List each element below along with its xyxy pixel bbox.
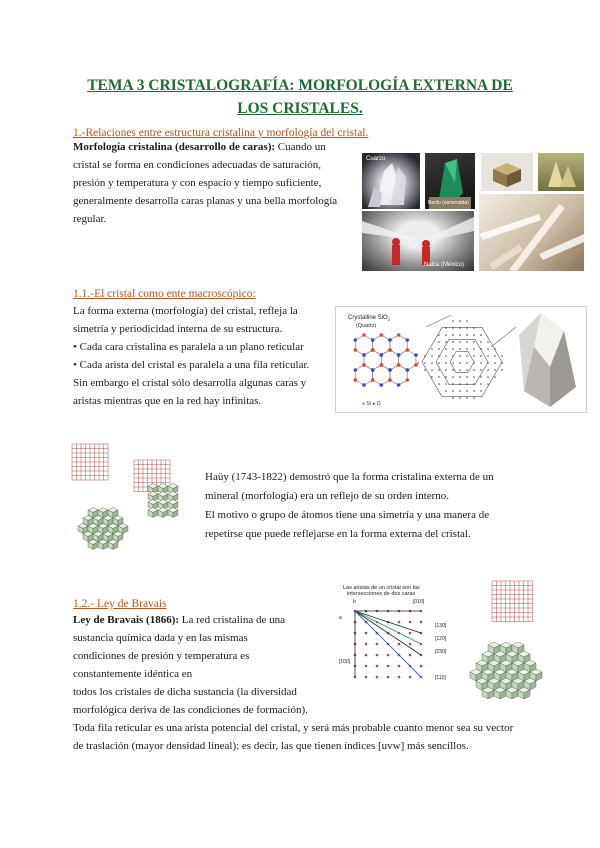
naica-label: Naica (México) <box>424 262 465 268</box>
page-title: TEMA 3 CRISTALOGRAFÍA: MORFOLOGÍA EXTERNA DE LOS CRISTALES. <box>87 77 513 117</box>
quartz-prism-image <box>519 313 576 407</box>
silica-ring-network <box>354 333 418 387</box>
calcite-photo <box>538 153 584 191</box>
svg-text:[110]: [110] <box>435 675 446 681</box>
stacked-cubes-diagram <box>462 575 587 710</box>
section-1-2-conclusion: Toda fila reticular es una arista potencial del cristal, y será más probable cuanto menor sea su vector de traslación (mayor densidad lineal): es decir, las que tienen índices [uvw] más sencillos. <box>73 722 514 752</box>
quartz-label: Cuarzo <box>366 156 386 162</box>
sio2-lattice-diagram <box>336 307 586 412</box>
reticular-lattice-hexagon <box>417 320 503 399</box>
naica-cave-photo <box>362 211 474 271</box>
quartz-photo <box>362 153 420 209</box>
quartz-structure-figure <box>335 306 587 413</box>
svg-text:Las aristas de un cristal son: Las aristas de un cristal son las <box>343 585 420 591</box>
crystal-cluster-image <box>479 194 584 271</box>
bravais-lead: Ley de Bravais (1866): <box>73 614 180 626</box>
cube-stacks <box>470 581 542 699</box>
hauy-cubes-figure <box>68 430 203 565</box>
svg-text:a: a <box>339 615 342 621</box>
section-1-2-text: Ley de Bravais (1866): La red cristalina de una sustancia química dada y en las mismas condiciones de presión y temperatura es constantemente idéntica en todos los cristales de dicha sustancia (la diversidad morfológica deriva de las condiciones de formación). <box>73 614 308 716</box>
section-1-1-heading: 1.1.-El cristal como ente macroscópico: <box>73 288 256 300</box>
calcite-crystal-image <box>538 153 584 191</box>
svg-text:[230]: [230] <box>435 649 447 655</box>
svg-text:b: b <box>353 599 356 605</box>
bravais-reticular-rows-diagram <box>335 583 465 683</box>
morfologia-lead: Morfología cristalina (desarrollo de caras): <box>73 141 276 153</box>
svg-text:intersecciones de dos caras: intersecciones de dos caras <box>347 591 416 597</box>
bravais-cubes-figure <box>462 575 587 710</box>
section-1-1-text: La forma externa (morfología) del cristal, refleja la simetría y periodicidad interna de su estructura. • Cada cara cristalina es paralela a un plano reticular • Cada arista del cristal es paralela a una fila reticular. Sin embargo el cristal sólo desarrolla algunas caras y aristas mientras que en la red hay infinitas. <box>73 305 310 407</box>
svg-text:[010]: [010] <box>413 599 425 605</box>
svg-text:(Quartz): (Quartz) <box>356 323 377 329</box>
svg-text:● Si ● O: ● Si ● O <box>362 401 381 407</box>
svg-text:[100]: [100] <box>339 659 351 665</box>
emerald-photo <box>425 153 475 209</box>
section-1-text: Morfología cristalina (desarrollo de caras): Cuando un cristal se forma en condiciones adecuadas de saturación, presión y temperatura y con espacio y tiempo suficiente, generalmente desarrolla caras planas y una bella morfología regular. <box>73 141 338 225</box>
svg-text:[120]: [120] <box>435 636 447 642</box>
pyrite-cube-image <box>481 153 533 191</box>
pyrite-photo <box>481 153 533 191</box>
crystal-cluster-photo <box>479 194 584 271</box>
section-1-heading: 1.-Relaciones entre estructura cristalina y morfología del cristal. <box>73 127 369 139</box>
svg-text:Crystalline SiO2: Crystalline SiO$_2$ <box>348 315 390 322</box>
hauy-stacked-cubes-diagram <box>68 430 203 565</box>
cube-stacks <box>72 444 178 550</box>
bravais-lattice-figure <box>335 583 465 683</box>
hauy-text: Haüy (1743-1822) demostró que la forma cristalina externa de un mineral (morfología) era un reflejo de su orden interno. El motivo o grupo de átomos tiene una simetría y una manera de repetirse que puede reflejarse en la forma externa del cristal. <box>205 471 494 540</box>
emerald-label: Berilo (esmeralda) <box>428 200 469 206</box>
section-1-2-heading: 1.2.- Ley de Bravais <box>73 598 167 610</box>
svg-text:[130]: [130] <box>435 623 447 629</box>
